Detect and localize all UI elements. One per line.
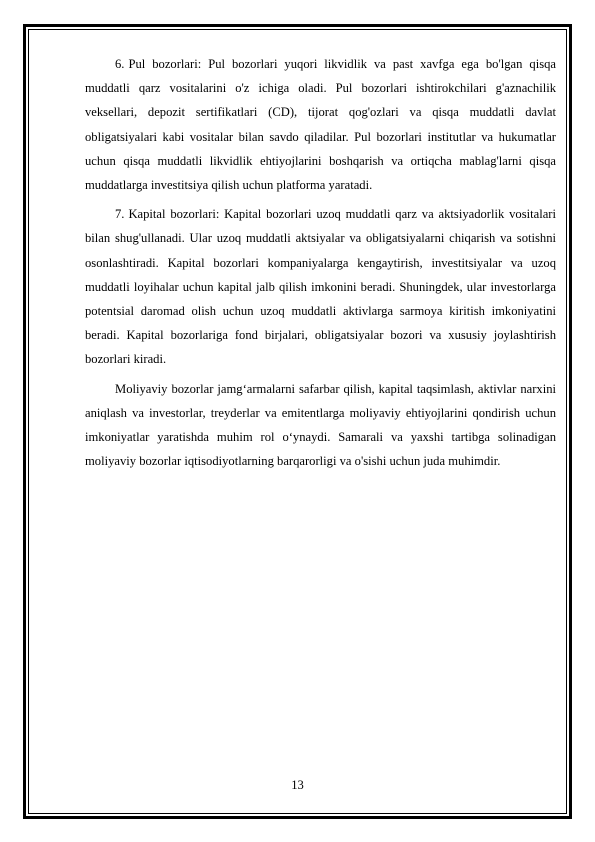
paragraph-conclusion — [85, 377, 556, 474]
paragraph-text: Moliyaviy bozorlar jamg‘armalarni safarbar qilish, kapital taqsimlash, aktivlar narxini aniqlash va investorlar, treyderlar va emitentlarga moliyaviy ehtiyojlarini qondirish uchun imkoniyatlar yaratishda muhim rol o‘ynaydi. Samarali va yaxshi tartibga solinadigan moliyaviy bozorlar iqtisodiyotlarning barqarorligi va o'sishi uchun juda muhimdir. — [85, 381, 556, 469]
paragraph-text: Kapital bozorlari: Kapital bozorlari uzoq muddatli qarz va aktsiyadorlik vositalari bilan shug'ullanadi. Ular uzoq muddatli aktsiyalar va obligatsiyalarni chiqarish va sotishni osonlashtiradi. Kapital bozorlari kompaniyalarga kengaytirish, investitsiyalar va uzoq muddatli loyihalar uchun kapital jalb qilish imkonini beradi. Shuningdek, ular investorlarga potentsial daromad olish uchun uzoq muddatli aktivlarga sarmoya kiritish imkoniyatini beradi. Kapital bozorlariga fond birjalari, obligatsiyalar bozori va xususiy joylashtirish bozorlari kiradi. — [85, 207, 556, 367]
paragraph-number: 6. — [115, 57, 125, 71]
paragraph-number: 7. — [115, 207, 125, 222]
paragraph-capital-markets — [85, 202, 556, 371]
paragraph-money-markets — [85, 52, 556, 197]
paragraph-text: Pul bozorlari: Pul bozorlari yuqori likvidlik va past xavfga ega bo'lgan qisqa muddatli qarz vositalarini o'z ichiga oladi. Pul bozorlari ishtirokchilari g'aznachilik veksellari, depozit sertifikatlari (CD), tijorat qog'ozlari va qisqa muddatli davlat obligatsiyalari kabi vositalar bilan savdo qiladilar. Pul bozorlari institutlar va hukumatlar uchun qisqa muddatli likvidlik ehtiyojlarini boshqarish va ortiqcha mablag'larni qisqa muddatlarga investitsiya qilish uchun platforma yaratadi. — [85, 57, 556, 193]
page-content — [85, 52, 556, 478]
page-number: 13 — [291, 778, 304, 792]
